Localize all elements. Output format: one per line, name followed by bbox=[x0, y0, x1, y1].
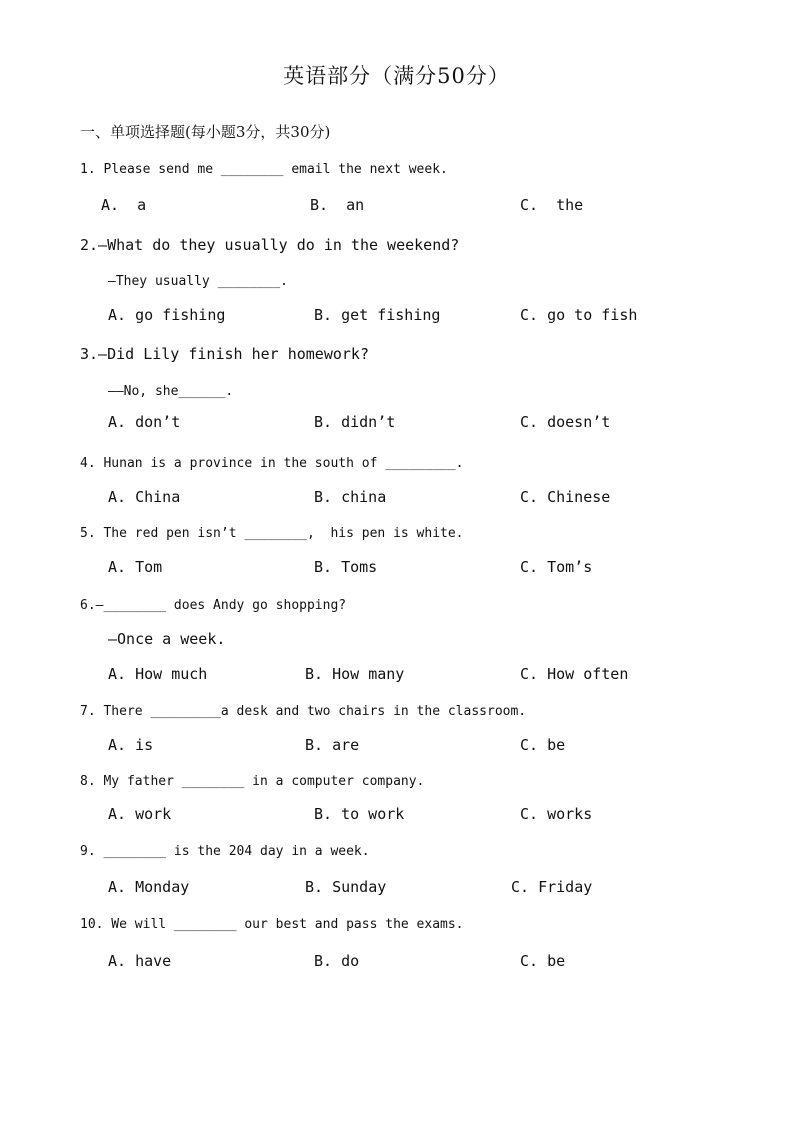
question-6-stem: 6.—________ does Andy go shopping? bbox=[80, 598, 347, 613]
question-3-option-a[interactable]: A. don’t bbox=[108, 413, 181, 431]
question-5-option-c[interactable]: C. Tom’s bbox=[520, 558, 593, 576]
question-3-stem: 3.—Did Lily finish her homework? bbox=[80, 345, 369, 363]
question-9-stem: 9. ________ is the 204 day in a week. bbox=[80, 844, 370, 859]
question-7-option-b[interactable]: B. are bbox=[305, 736, 360, 754]
question-4-option-a[interactable]: A. China bbox=[108, 488, 181, 506]
question-6-response: —Once a week. bbox=[108, 630, 226, 648]
question-5-option-a[interactable]: A. Tom bbox=[108, 558, 163, 576]
question-2-option-b[interactable]: B. get fishing bbox=[314, 306, 441, 324]
question-9-option-a[interactable]: A. Monday bbox=[108, 878, 190, 896]
question-8-option-a[interactable]: A. work bbox=[108, 805, 172, 823]
question-8-option-b[interactable]: B. to work bbox=[314, 805, 405, 823]
question-4-option-b[interactable]: B. china bbox=[314, 488, 387, 506]
question-6-option-b[interactable]: B. How many bbox=[305, 665, 405, 683]
question-9-option-b[interactable]: B. Sunday bbox=[305, 878, 387, 896]
page-title: 英语部分（满分50分） bbox=[283, 64, 510, 88]
question-7-option-a[interactable]: A. is bbox=[108, 736, 154, 754]
question-9-option-c[interactable]: C. Friday bbox=[511, 878, 593, 896]
question-4-option-c[interactable]: C. Chinese bbox=[520, 488, 611, 506]
section-heading: 一、单项选择题(每小题3分，共30分) bbox=[80, 123, 331, 141]
question-7-option-c[interactable]: C. be bbox=[520, 736, 566, 754]
question-7-stem: 7. There _________a desk and two chairs in the classroom. bbox=[80, 704, 527, 719]
question-3-option-c[interactable]: C. doesn’t bbox=[520, 413, 611, 431]
question-8-stem: 8. My father ________ in a computer company. bbox=[80, 774, 425, 789]
question-10-option-a[interactable]: A. have bbox=[108, 952, 172, 970]
question-1-option-b[interactable]: B. an bbox=[310, 196, 365, 214]
question-6-option-a[interactable]: A. How much bbox=[108, 665, 208, 683]
question-5-stem: 5. The red pen isn’t ________, his pen is white. bbox=[80, 526, 464, 541]
question-6-option-c[interactable]: C. How often bbox=[520, 665, 629, 683]
question-10-option-b[interactable]: B. do bbox=[314, 952, 360, 970]
question-2-option-c[interactable]: C. go to fish bbox=[520, 306, 638, 324]
question-1-option-c[interactable]: C. the bbox=[520, 196, 584, 214]
question-3-response: ——No, she______. bbox=[108, 384, 234, 399]
question-8-option-c[interactable]: C. works bbox=[520, 805, 593, 823]
question-4-stem: 4. Hunan is a province in the south of _________. bbox=[80, 456, 464, 471]
question-3-option-b[interactable]: B. didn’t bbox=[314, 413, 396, 431]
question-2-option-a[interactable]: A. go fishing bbox=[108, 306, 226, 324]
question-2-response: —They usually ________. bbox=[108, 274, 289, 289]
question-2-stem: 2.—What do they usually do in the weekend? bbox=[80, 236, 460, 254]
question-5-option-b[interactable]: B. Toms bbox=[314, 558, 378, 576]
question-1-stem: 1. Please send me ________ email the next week. bbox=[80, 162, 448, 177]
question-1-option-a[interactable]: A. a bbox=[101, 196, 147, 214]
question-10-option-c[interactable]: C. be bbox=[520, 952, 566, 970]
question-10-stem: 10. We will ________ our best and pass the exams. bbox=[80, 917, 464, 932]
